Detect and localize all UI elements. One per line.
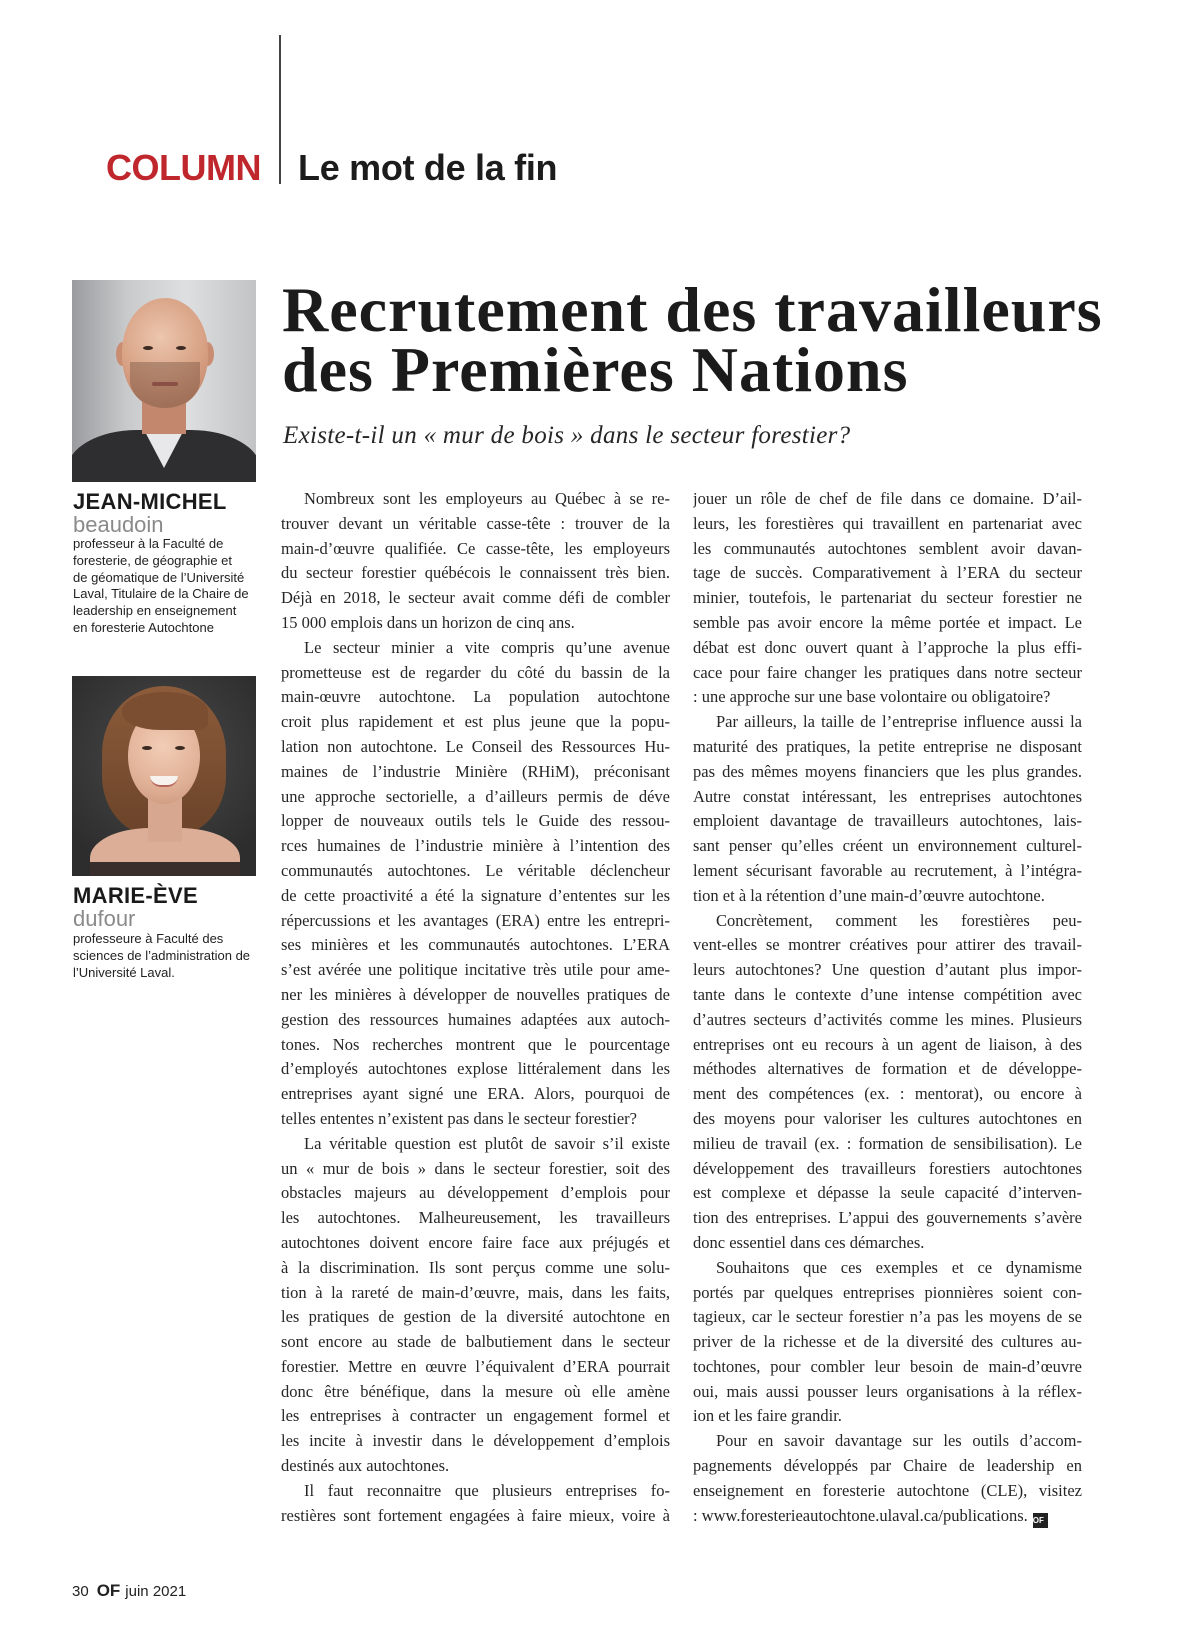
body-line	[281, 785, 670, 810]
body-line-text: Il faut reconnaitre que plusieurs entreprises fo-	[304, 1480, 670, 1500]
body-line-text: maturité des pratiques, la petite entreprise ne disposant	[693, 736, 1082, 756]
body-line	[281, 1256, 670, 1281]
body-line	[281, 636, 670, 661]
body-line-text: pagnements développés par Chaire de leadership en	[693, 1456, 1082, 1476]
body-line-text: une approche sectorielle, a d’ailleurs permis de déve	[281, 786, 670, 806]
body-line	[693, 933, 1082, 958]
body-line-text: pas des mêmes moyens financiers que les plus grandes.	[693, 761, 1082, 781]
body-line-text: : www.foresterieautochtone.ulaval.ca/publications.	[693, 1505, 1028, 1525]
body-line	[281, 834, 670, 859]
article-subtitle: Existe-t-il un « mur de bois » dans le secteur forestier?	[283, 422, 851, 449]
body-line-text: tion et à la rétention d’une main-d’œuvre autochtone.	[693, 885, 1045, 905]
body-line-text: les communautés autochtones semblent avoir davan-	[693, 538, 1082, 558]
author-bio-line: Laval, Titulaire de la Chaire de	[73, 586, 249, 602]
body-line	[693, 1181, 1082, 1206]
body-line-text: Nombreux sont les employeurs au Québec à se re-	[304, 489, 670, 508]
body-line-text: La véritable question est plutôt de savoir s’il existe	[304, 1133, 670, 1153]
body-line	[281, 1082, 670, 1107]
body-line-text: ses minières et les communautés autochtones. L’ERA	[281, 935, 670, 955]
body-line-text: sant penser qu’elles créent un environnement culturel-	[693, 836, 1082, 856]
body-line	[281, 1157, 670, 1182]
body-line	[693, 1008, 1082, 1033]
body-line	[281, 1454, 670, 1479]
body-line-text: milieu de travail (ex. : formation de sensibilisation). Le	[693, 1133, 1082, 1153]
body-line	[281, 611, 670, 636]
photo-eye	[143, 346, 153, 350]
body-line	[281, 537, 670, 562]
body-line	[281, 1404, 670, 1429]
body-column	[281, 487, 670, 1528]
body-line	[693, 760, 1082, 785]
body-line	[281, 661, 670, 686]
body-line-text: s’est avérée une politique incitative très utile pour ame-	[281, 960, 670, 980]
body-line-text: gestion des ressources humaines adaptées aux autoch-	[281, 1009, 670, 1029]
body-line-text: 15 000 emplois dans un horizon de cinq ans.	[281, 612, 575, 632]
body-line	[693, 834, 1082, 859]
body-line-text: leurs autochtones? Une question d’autant plus impor-	[693, 960, 1082, 980]
body-line	[281, 1305, 670, 1330]
body-line-text: lation non autochtone. Le Conseil des Ressources Hu-	[281, 736, 670, 756]
body-line	[693, 884, 1082, 909]
body-line-text: enseignement en foresterie autochtone (CLE), visitez	[693, 1480, 1082, 1500]
page-number: 30	[72, 1583, 89, 1600]
body-line	[281, 884, 670, 909]
body-line	[281, 685, 670, 710]
body-line-text: débat est donc ouvert quant à l’approche la plus effi-	[693, 637, 1082, 657]
body-line	[693, 909, 1082, 934]
body-line	[693, 636, 1082, 661]
photo-top	[90, 862, 240, 876]
author-bio-line: sciences de l’administration de	[73, 947, 251, 963]
body-line-text: répercussions et les avantages (ERA) entre les entrepri-	[281, 910, 670, 930]
body-line-text: destinés aux autochtones.	[281, 1456, 450, 1476]
body-line-text: portés par quelques entreprises pionnières soient con-	[693, 1282, 1082, 1302]
article-title	[282, 274, 1182, 405]
body-line-text: trouver devant un véritable casse-tête : trouver de la	[281, 513, 670, 533]
body-line-text: lement sécurisant favorable au recrutement, à l’intégra-	[693, 860, 1082, 880]
body-line	[281, 760, 670, 785]
body-line-text: telles ententes n’existent pas dans le secteur forestier?	[281, 1108, 637, 1128]
body-line	[281, 1380, 670, 1405]
body-line	[281, 1231, 670, 1256]
author-bio-line: foresterie, de géographie et	[73, 552, 232, 568]
body-line-text: des moyens pour valoriser les cultures autochtones en	[693, 1108, 1082, 1128]
body-line-text: communautés autochtones. Le véritable déclencheur	[281, 860, 670, 880]
body-line	[693, 735, 1082, 760]
author-last-name: dufour	[73, 906, 136, 931]
body-line	[281, 1330, 670, 1355]
body-line	[693, 561, 1082, 586]
body-line	[281, 512, 670, 537]
body-line-text: méthodes alternatives de formation et de développe-	[693, 1059, 1082, 1079]
body-line	[693, 983, 1082, 1008]
section-label: COLUMN	[106, 147, 261, 188]
author-bio-line: professeur à la Faculté de	[73, 536, 224, 551]
body-line-text: prometteuse est de regarder du côté du bassin de la	[281, 662, 670, 682]
body-line-text: maines de l’industrie Minière (RHiM), préconisant	[281, 761, 670, 781]
body-line	[693, 1504, 1082, 1529]
page-footer	[72, 1581, 186, 1601]
body-line-text: priver de la richesse et de la diversité des cultures au-	[693, 1332, 1082, 1352]
header-vertical-rule	[279, 35, 281, 184]
body-line-text: vent-elles se montrer créatives pour attirer des travail-	[693, 935, 1082, 955]
body-line-text: Souhaitons que ces exemples et ce dynamisme	[716, 1257, 1082, 1277]
body-line	[693, 785, 1082, 810]
photo-eye	[176, 346, 186, 350]
body-line-text: tion à la rareté de main-d’œuvre, mais, dans les faits,	[281, 1282, 670, 1302]
body-line-text: semble pas avoir encore la même portée et impact. Le	[693, 612, 1082, 632]
author-first-name: JEAN-MICHEL	[73, 489, 227, 514]
body-line	[693, 1057, 1082, 1082]
author-photo	[72, 676, 256, 876]
body-line	[281, 1033, 670, 1058]
body-line-text: entreprises ont eu recours à un agent de liaison, à des	[693, 1034, 1082, 1054]
body-line-text: tagieux, car le secteur forestier n’a pas les moyens de se	[693, 1307, 1082, 1327]
body-line-text: ment des compétences (ex. : mentorat), ou encore à	[693, 1084, 1082, 1104]
body-line	[693, 1082, 1082, 1107]
author-bio-line: leadership en enseignement	[73, 603, 237, 619]
author-bio	[73, 536, 273, 637]
body-line	[693, 1132, 1082, 1157]
body-line	[693, 611, 1082, 636]
body-line	[693, 512, 1082, 537]
body-line	[693, 661, 1082, 686]
body-line	[281, 710, 670, 735]
author-bio-line: de géomatique de l’Université	[73, 569, 245, 585]
body-line-text: croit plus rapidement et est plus jeune que la popu-	[281, 712, 670, 732]
body-line-text: emploient davantage de travailleurs autochtones, lais-	[693, 811, 1082, 831]
body-line	[281, 859, 670, 884]
photo-eye	[142, 746, 152, 750]
body-line	[693, 487, 1082, 512]
body-line	[693, 1355, 1082, 1380]
body-line-text: : une approche sur une base volontaire ou obligatoire?	[693, 687, 1051, 707]
body-line-text: Autre constat intéressant, les entreprises autochtones	[693, 786, 1082, 806]
body-line-text: d’autres secteurs d’activités comme les mines. Plusieurs	[693, 1009, 1082, 1029]
body-line-text: Déjà en 2018, le secteur avait comme défi de combler	[281, 588, 670, 608]
body-line-text: développement des travailleurs forestiers autochtones	[693, 1158, 1082, 1178]
body-line	[281, 809, 670, 834]
body-line	[693, 1256, 1082, 1281]
author-first-name: MARIE-ÈVE	[73, 883, 198, 908]
body-line-text: un « mur de bois » dans le secteur forestier, soit des	[281, 1158, 670, 1178]
article-title-line: Recrutement des travailleurs	[282, 274, 1103, 345]
author-bio-line: en foresterie Autochtone	[73, 619, 214, 635]
article-title-line: des Premières Nations	[282, 334, 909, 405]
body-line	[693, 537, 1082, 562]
body-line	[693, 859, 1082, 884]
section-title: Le mot de la fin	[298, 147, 558, 188]
body-line	[693, 1404, 1082, 1429]
body-line-text: restières sont fortement engagées à faire mieux, voire à	[281, 1505, 670, 1525]
body-line	[693, 1231, 1082, 1256]
body-line-text: tion des entreprises. L’appui des gouvernements s’avère	[693, 1208, 1082, 1228]
body-line-text: ion et les faire grandir.	[693, 1406, 842, 1426]
body-column	[693, 487, 1082, 1528]
body-line	[281, 1057, 670, 1082]
body-line-text: tage de succès. Comparativement à l’ERA du secteur	[693, 563, 1082, 583]
body-line-text: main-d’œuvre qualifiée. Ce casse-tête, les employeurs	[281, 538, 670, 558]
body-line-text: de cette proactivité a été la signature d’ententes sur les	[281, 885, 670, 905]
body-line-text: tochtones, pour combler leur besoin de main-d’œuvre	[693, 1356, 1082, 1376]
body-line	[281, 933, 670, 958]
body-line	[693, 1281, 1082, 1306]
body-line-text: leurs, les forestières qui travaillent en partenariat avec	[693, 513, 1082, 533]
body-line	[281, 1281, 670, 1306]
body-line	[693, 710, 1082, 735]
body-line	[281, 1008, 670, 1033]
body-line-text: obstacles majeurs au développement d’emplois pour	[281, 1183, 670, 1203]
body-line-text: Par ailleurs, la taille de l’entreprise influence aussi la	[716, 712, 1082, 732]
photo-bangs	[122, 692, 208, 730]
body-line-text: entreprises ayant signé une ERA. Alors, pourquoi de	[281, 1084, 670, 1104]
body-line-text: sont encore au stade de balbutiement dans le secteur	[281, 1332, 670, 1352]
body-line-text: Le secteur minier a vite compris qu’une avenue	[304, 637, 670, 657]
body-line	[693, 1479, 1082, 1504]
body-line	[281, 1181, 670, 1206]
body-line-text: forestier. Mettre en œuvre l’équivalent d’ERA pourrait	[281, 1356, 670, 1376]
body-line	[281, 1132, 670, 1157]
author-bio	[73, 931, 273, 981]
body-line	[281, 487, 670, 512]
body-line-text: cace pour faire changer les pratiques dans notre secteur	[693, 662, 1082, 682]
body-line-text: à la discrimination. Ils sont perçus comme une solu-	[281, 1257, 670, 1277]
body-line	[281, 1107, 670, 1132]
body-line-text: les entreprises à contracter un engagement formel et	[281, 1406, 670, 1426]
body-line	[281, 561, 670, 586]
body-line	[693, 1380, 1082, 1405]
body-line-text: main-œuvre autochtone. La population autochtone	[281, 687, 670, 707]
body-line	[693, 586, 1082, 611]
body-line	[281, 1429, 670, 1454]
body-line-text: est complexe et dépasse la seule capacité d’interven-	[693, 1183, 1082, 1203]
body-line	[281, 983, 670, 1008]
body-line	[693, 1206, 1082, 1231]
body-line	[281, 1479, 670, 1504]
body-line-text: du secteur forestier québécois le connaissent très bien.	[281, 563, 670, 583]
body-line	[281, 735, 670, 760]
body-line-text: tones. Nos recherches montrent que le pourcentage	[281, 1034, 670, 1054]
body-line	[693, 1454, 1082, 1479]
body-line-text: donc essentiel dans ces démarches.	[693, 1232, 925, 1252]
body-line-text: jouer un rôle de chef de file dans ce domaine. D’ail-	[693, 489, 1082, 508]
magazine-name: OF	[96, 1581, 121, 1600]
body-line	[693, 1305, 1082, 1330]
body-line-text: tante dans le contexte d’une intense compétition avec	[693, 984, 1082, 1004]
author-bio-line: professeure à Faculté des	[73, 931, 224, 946]
body-line-text: les autochtones. Malheureusement, les travailleurs	[281, 1208, 670, 1228]
body-line	[281, 958, 670, 983]
issue-date: juin 2021	[125, 1583, 187, 1600]
body-line	[693, 685, 1082, 710]
body-line	[693, 809, 1082, 834]
body-line-text: donc être bénéfique, dans la mesure où elle amène	[281, 1381, 670, 1401]
body-line	[281, 909, 670, 934]
body-line-text: Pour en savoir davantage sur les outils d’accom-	[716, 1431, 1082, 1451]
body-line	[281, 1504, 670, 1529]
body-line-text: oui, mais aussi pousser leurs organisations à la réflex-	[693, 1381, 1082, 1401]
body-line-text: minier, toutefois, le partenariat du secteur forestier ne	[693, 588, 1082, 608]
author-bio-line: l’Université Laval.	[73, 964, 175, 980]
body-line-text: les incite à investir dans le développement d’emplois	[281, 1431, 670, 1451]
author-photo	[72, 280, 256, 482]
end-of-article-mark: OF	[1033, 1513, 1048, 1528]
body-line	[693, 1033, 1082, 1058]
author-last-name: beaudoin	[73, 512, 164, 537]
body-line-text: Concrètement, comment les forestières peu-	[716, 910, 1082, 930]
body-line	[281, 1206, 670, 1231]
body-line-text: ner les minières à développer de nouvelles pratiques de	[281, 984, 670, 1004]
photo-eye	[175, 746, 185, 750]
body-line	[281, 586, 670, 611]
body-line-text: d’employés autochtones explose littéralement dans les	[281, 1059, 670, 1079]
photo-mouth	[152, 382, 178, 386]
body-line	[693, 1429, 1082, 1454]
body-line	[281, 1355, 670, 1380]
body-line-text: autochtones doivent encore faire face aux préjugés et	[281, 1232, 670, 1252]
body-line-text: rces humaines de l’industrie minière à l’intention des	[281, 836, 670, 856]
body-line-text: lopper de nouveaux outils tels le Guide des ressou-	[281, 811, 670, 831]
body-line	[693, 958, 1082, 983]
body-line-text: les pratiques de gestion de la diversité autochtone en	[281, 1307, 670, 1327]
body-line	[693, 1330, 1082, 1355]
body-line	[693, 1107, 1082, 1132]
body-line	[693, 1157, 1082, 1182]
